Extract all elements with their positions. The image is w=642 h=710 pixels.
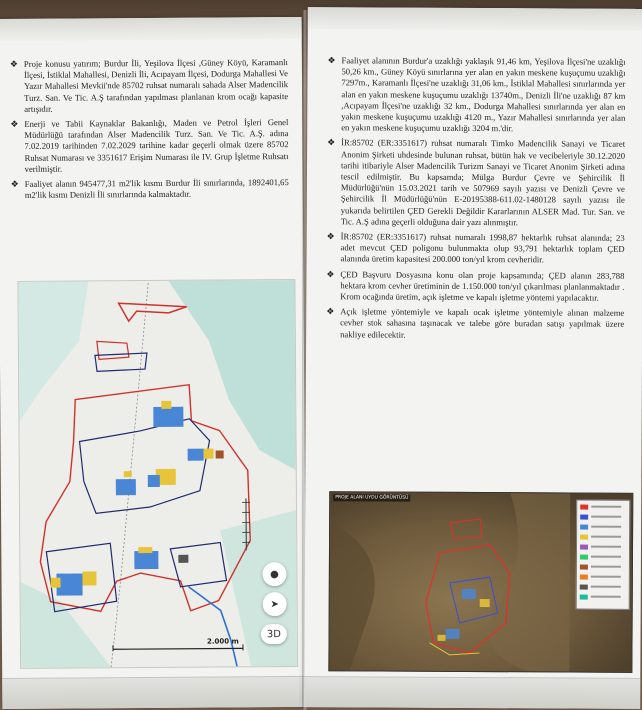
person-icon[interactable]: ● bbox=[262, 562, 286, 586]
map-graphic bbox=[18, 280, 297, 668]
bullet-text: Enerji ve Tabii Kaynaklar Bakanlığı, Maden ve Petrol İşleri Genel Müdürlüğü tarafından Alser Madencilik Turz. San. Ve Tic. A.Ş. adına 7.02.2019 tarihinden 7.02.2029 tarihine kadar geçerli olmak üzere 85702 Ruhsat Numarası ve 3351617 Erişim Numarası ile IV. Grup İşletme Ruhsatı verilmiştir. bbox=[24, 117, 289, 174]
scale-label: 2.000 m bbox=[206, 637, 239, 646]
bullet-text: ÇED Başvuru Dosyasına konu olan proje kapsamında; ÇED alanın 283,788 hektara krom cevher üretiminin de 1.150.000 ton/yıl çıkarılması planlanmaktadır . Krom ocağında üretim, açık işletme ve kapalı işletme yöntemi yapılacaktır. bbox=[340, 268, 625, 303]
bullet-text: İR:85702 (ER:3351617) ruhsat numaralı Timko Madencilik Sanayi ve Ticaret Anonim Şirketi uhdesinde bulunan ruhsat, bütün hak ve vecibeleriyle 30.12.2020 tarihi itibariyle Alser Madencilik Turizm Sanayi ve Ticaret Anonim Şirketi adına tescil edilmiştir. Bu kapsamda; Mülga Burdur Çevre ve Şehircilik İl Müdürlüğü'nün 15.03.2021 tarih ve 507969 sayılı yazısı ve Denizli Çevre ve Şehircilik İl Müdürlüğü'nün E-20195388-611.02-1480128 sayılı yazısı ile yukarıda belirtilen ÇED Gerekli Değildir Kararlarının ALSER Mad. Tur. San. ve Tic. A.Ş adına geçerli olduğuna dair yazı alınmıştır. bbox=[340, 137, 626, 228]
bullet-text: Açık işletme yöntemiyle ve kapalı ocak işletme yöntemiyle alınan malzeme cevher stok sahasına taşınacak ve talebe göre buradan satışı yapılmak üzere nakliye edilecektir. bbox=[340, 306, 625, 340]
legend-row bbox=[580, 583, 626, 591]
boundary-polygon bbox=[95, 353, 147, 371]
legend-row bbox=[580, 523, 626, 531]
boundary-polygon bbox=[97, 341, 129, 359]
scale-bar bbox=[113, 648, 243, 649]
page-bottom-edge bbox=[2, 676, 306, 709]
bullet-item bbox=[326, 231, 624, 266]
bullet-icon: ❖ bbox=[10, 178, 19, 190]
mining-patch bbox=[138, 547, 152, 553]
mining-patch bbox=[178, 555, 188, 563]
legend-row bbox=[580, 543, 626, 551]
bullet-text: İR:85702 (ER:3351617) ruhsat numaralı 1998,87 hektarlık ruhsat alanında; 23 adet mevcut ÇED poligonu bulunmakta olup 93,791 hektarlık toplam ÇED alanında üretim kapasitesi 200.000 ton/yıl krom cevheridir. bbox=[340, 231, 625, 265]
bullet-item bbox=[11, 177, 289, 201]
mining-patch bbox=[188, 449, 204, 461]
mining-patch bbox=[161, 401, 171, 409]
mining-patch bbox=[148, 475, 160, 487]
terrain-region bbox=[18, 281, 89, 421]
mining-patch bbox=[438, 635, 446, 641]
bullet-icon: ❖ bbox=[326, 231, 335, 242]
bullet-item bbox=[326, 306, 624, 341]
satellite-image bbox=[328, 491, 633, 673]
satellite-title: PROJE ALANI UYDU GÖRÜNTÜSÜ bbox=[333, 494, 410, 501]
3d-toggle-button[interactable]: 3D bbox=[261, 624, 287, 644]
bullet-icon: ❖ bbox=[326, 306, 335, 317]
bullet-item bbox=[326, 269, 624, 304]
mining-patch bbox=[446, 629, 460, 639]
mining-patch bbox=[134, 551, 158, 569]
bullet-icon: ❖ bbox=[9, 58, 19, 69]
mining-patch bbox=[153, 407, 183, 427]
legend-row bbox=[580, 593, 626, 601]
mining-patch bbox=[82, 571, 96, 585]
left-bullet-list bbox=[10, 57, 289, 205]
boundary-polygon bbox=[119, 303, 187, 321]
mining-patch bbox=[50, 578, 60, 588]
satellite-legend bbox=[576, 500, 631, 610]
right-bullet-list bbox=[326, 55, 626, 345]
legend-row bbox=[580, 573, 626, 581]
legend-row bbox=[580, 503, 626, 511]
bullet-icon: ❖ bbox=[327, 55, 336, 66]
ced-polygon bbox=[170, 542, 226, 586]
project-area-map bbox=[17, 279, 298, 669]
bullet-text: Proje konusu yatırım; Burdur İli, Yeşilova İlçesi ,Güney Köyü, Karamanlı İlçesi, İstiklal Mahallesi, Denizli İli, Acıpayam İlçesi, Dodurga Mahallesi Ve Yazır Mahallesi Mevkii'nde 85702 ruhsat numaralı sahada Alser Madencilik Turz. San. Ve Tic. A.Ş tarafından yapılması planlanan krom ocağı kapasite artışıdır. bbox=[23, 57, 289, 114]
mining-patch bbox=[124, 471, 132, 477]
mining-patch bbox=[462, 589, 476, 599]
bullet-icon: ❖ bbox=[327, 137, 336, 148]
bullet-icon: ❖ bbox=[10, 118, 19, 129]
bullet-icon: ❖ bbox=[326, 268, 335, 279]
bullet-item bbox=[327, 55, 625, 135]
bullet-item bbox=[10, 57, 288, 115]
brochure-left-page bbox=[0, 17, 306, 709]
bullet-item bbox=[327, 138, 625, 229]
bullet-item bbox=[10, 117, 288, 175]
mining-patch bbox=[204, 449, 214, 459]
legend-row bbox=[580, 513, 626, 521]
page-top-shadow bbox=[0, 17, 302, 41]
page-bottom-edge bbox=[304, 676, 640, 709]
legend-row bbox=[580, 553, 626, 561]
page-top-shadow bbox=[308, 7, 642, 31]
legend-row bbox=[580, 533, 626, 541]
mining-patch bbox=[116, 479, 136, 495]
mining-patch bbox=[480, 599, 490, 607]
brochure-right-page bbox=[304, 7, 642, 709]
mining-patch bbox=[216, 451, 224, 459]
river-line bbox=[189, 586, 238, 666]
ced-polygon bbox=[79, 419, 210, 514]
terrain-region bbox=[168, 280, 295, 471]
bullet-text: Faaliyet alanının Burdur'a uzaklığı yaklaşık 91,46 km, Yeşilova İlçesi'ne uzaklığı 50,26 km., Güney Köyü sınırlarına yer alan en yakın meskene kuşuçumu uzaklığı 7297m., Karamanlı İlçesi'ne uzaklığı 31,06 km., İstiklal Mahallesi sınırlarında yer alan en yakın meskene kuşuçumu uzaklığı 13740m., Denizli İli'ne uzaklığı 87 km ,Acıpayam İlçesi'ne uzaklığı 32 km., Dodurga Mahallesi sınırlarında yer alan en yakın meskene kuşuçumu uzaklığı 4120 m., Yazır Mahallesi sınırlarında yer alan en yakın meskene kuşuçumu uzaklığı 3204 m.'dir. bbox=[341, 55, 626, 134]
navigate-arrow-icon[interactable]: ➤ bbox=[263, 592, 287, 616]
bullet-text: Faaliyet alanın 945477,31 m2'lik kısmı Burdur İli sınırlarında, 1892401,65 m2'lik kısmı Denizli İli sınırlarında kalmaktadır. bbox=[24, 177, 289, 201]
legend-row bbox=[580, 563, 626, 571]
